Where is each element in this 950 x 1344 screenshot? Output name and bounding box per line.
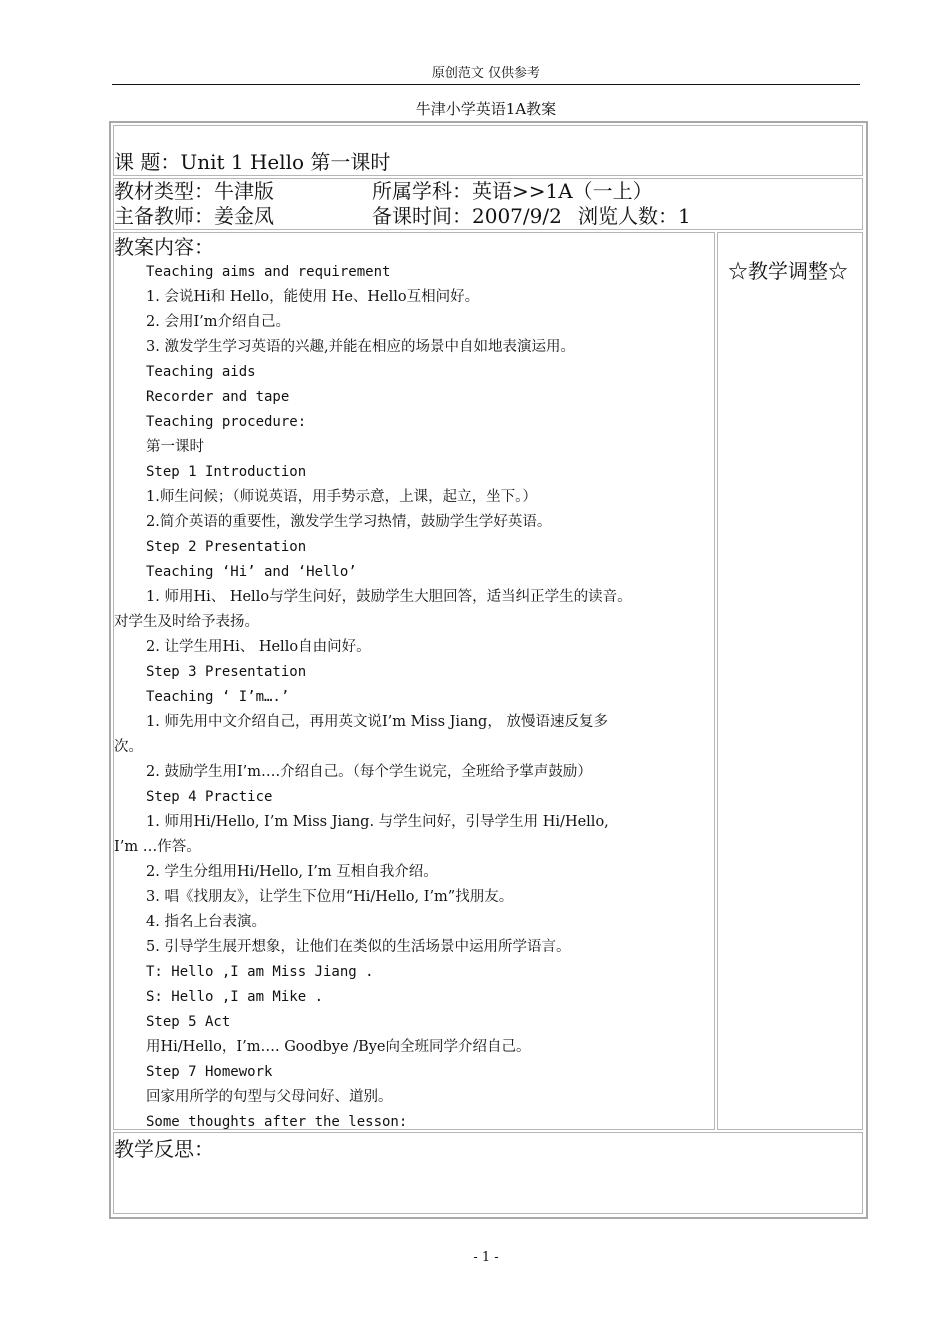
content-line: 5. 引导学生展开想象，让他们在类似的生活场景中运用所学语言。 xyxy=(146,939,571,955)
lesson-title-row xyxy=(113,125,863,176)
document-title: 牛津小学英语1A教案 xyxy=(415,100,557,118)
page-header: 原创范文 仅供参考 xyxy=(431,66,541,81)
content-line: 2.简介英语的重要性，激发学生学习热情，鼓励学生学好英语。 xyxy=(146,514,552,530)
content-line: 4. 指名上台表演。 xyxy=(146,914,266,930)
material-type: 教材类型：牛津版 xyxy=(114,179,274,203)
header-rule xyxy=(112,84,860,85)
lesson-plan-body xyxy=(114,260,715,1130)
content-line: Some thoughts after the lesson: xyxy=(146,1114,408,1130)
content-line: 1. 师用Hi/Hello, I’m Miss Jiang. 与学生问好，引导学生用 Hi/Hello, xyxy=(146,814,609,830)
page-number: - 1 - xyxy=(473,1250,499,1265)
content-line: T: Hello ,I am Miss Jiang . xyxy=(146,964,374,980)
content-line: 次。 xyxy=(114,739,143,755)
content-line: 2. 会用I’m介绍自己。 xyxy=(146,314,291,330)
content-line: Step 2 Presentation xyxy=(146,539,307,555)
content-line: Teaching aids xyxy=(146,364,256,380)
content-line: 3. 唱《找朋友》，让学生下位用“Hi/Hello, I’m”找朋友。 xyxy=(146,889,514,905)
content-line: 3. 激发学生学习英语的兴趣,并能在相应的场景中自如地表演运用。 xyxy=(146,339,576,355)
meta-line-1 xyxy=(114,179,863,203)
content-line: 1. 会说Hi和 Hello，能使用 He、Hello互相问好。 xyxy=(146,289,480,305)
teaching-adjustment-cell xyxy=(717,232,863,1130)
content-line: Teaching aims and requirement xyxy=(146,264,391,280)
content-line: 回家用所学的句型与父母问好、道别。 xyxy=(146,1089,393,1105)
content-line: Step 5 Act xyxy=(146,1014,231,1030)
reflection-heading: 教学反思： xyxy=(114,1137,214,1161)
content-line: 1. 师先用中文介绍自己，再用英文说I’m Miss Jiang， 放慢语速反复多 xyxy=(146,714,608,730)
content-line: 2. 学生分组用Hi/Hello, I’m 互相自我介绍。 xyxy=(146,864,438,880)
content-line: 对学生及时给予表扬。 xyxy=(114,614,259,630)
teacher: 主备教师：姜金凤 xyxy=(114,204,274,228)
content-line: 第一课时 xyxy=(146,439,204,455)
content-line: Step 7 Homework xyxy=(146,1064,273,1080)
adjustment-heading: ☆教学调整☆ xyxy=(728,259,848,283)
content-line: S: Hello ,I am Mike . xyxy=(146,989,324,1005)
content-line: 1.师生问候；（师说英语，用手势示意，上课，起立，坐下。） xyxy=(146,489,537,505)
lesson-title: 课 题：Unit 1 Hello 第一课时 xyxy=(114,150,391,174)
subject: 所属学科：英语>>1A（一上） xyxy=(372,179,653,203)
content-line: Recorder and tape xyxy=(146,389,290,405)
content-line: 1. 师用Hi、 Hello与学生问好，鼓励学生大胆回答，适当纠正学生的读音。 xyxy=(146,589,632,605)
teaching-reflection-cell xyxy=(113,1132,863,1214)
content-line: 用Hi/Hello，I’m…. Goodbye /Bye向全班同学介绍自己。 xyxy=(146,1039,531,1055)
content-line: 2. 让学生用Hi、 Hello自由问好。 xyxy=(146,639,371,655)
content-line: Step 4 Practice xyxy=(146,789,273,805)
prep-time: 备课时间：2007/9/2 xyxy=(372,204,562,228)
lesson-content-cell xyxy=(113,232,715,1130)
view-count: 浏览人数：1 xyxy=(578,204,691,228)
content-line: Teaching ‘ I’m….’ xyxy=(146,689,290,705)
content-line: Teaching procedure: xyxy=(146,414,307,430)
content-line: Step 3 Presentation xyxy=(146,664,307,680)
content-line: Step 1 Introduction xyxy=(146,464,307,480)
content-line: Teaching ‘Hi’ and ‘Hello’ xyxy=(146,564,357,580)
meta-line-2 xyxy=(114,204,863,228)
content-line: 2. 鼓励学生用I’m….介绍自己。（每个学生说完，全班给予掌声鼓励） xyxy=(146,764,592,780)
content-heading: 教案内容： xyxy=(114,235,214,259)
content-line: I’m …作答。 xyxy=(114,839,201,855)
lesson-meta-row xyxy=(113,178,863,230)
